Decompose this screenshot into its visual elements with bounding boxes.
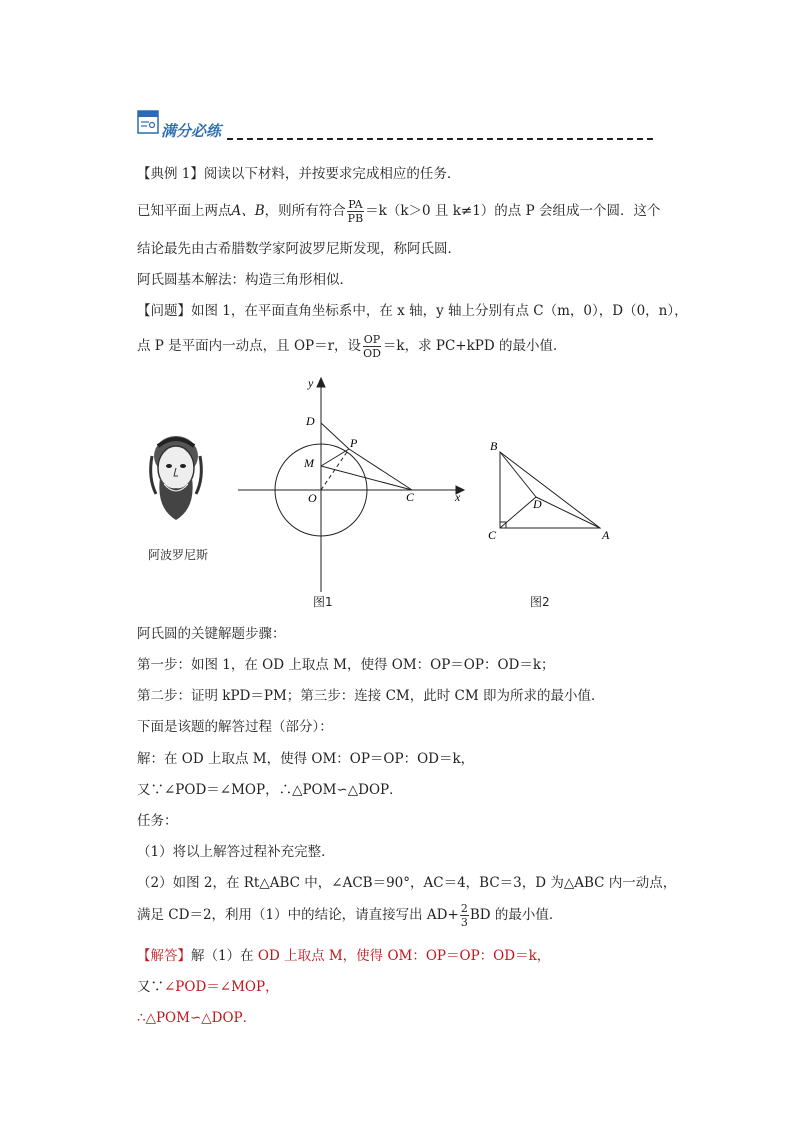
label-o: O (308, 491, 317, 505)
portrait-image (138, 428, 214, 538)
example-intro: 【典例 1】阅读以下材料，并按要求完成相应的任务． (137, 166, 461, 182)
example-para-2: 结论最先由古希腊数学家阿波罗尼斯发现，称阿氏圆． (137, 241, 461, 257)
fraction-pa-pb: $\frac{PA}{PB}$ (347, 198, 364, 225)
segment-bd (500, 452, 536, 497)
task-2: （2）如图 2，在 Rt△ABC 中，∠ACB＝90°，AC＝4，BC＝3，D 为△ABC 内一动点， (137, 875, 677, 891)
section-title: 满分必练 (161, 122, 222, 140)
answer-line-1: 【解答】解（1）在 OD 上取点 M，使得 OM：OP＝OP：OD＝k， (137, 948, 551, 964)
label-a: A (602, 528, 610, 542)
segment-ad (536, 497, 600, 528)
solution-line-2: 又∵∠POD＝∠MOP，∴△POM∽△DOP． (137, 782, 403, 798)
answer-line-2: 又∵∠POD＝∠MOP， (137, 979, 279, 995)
solution-line-1: 解：在 OD 上取点 M，使得 OM：OP＝OP：OD＝k， (137, 751, 475, 767)
step-2: 第二步：证明 kPD＝PM；第三步：连接 CM，此时 CM 即为所求的最小值． (137, 688, 605, 704)
label-p: P (350, 436, 358, 450)
segment-cd (500, 497, 536, 528)
label-m: M (304, 456, 314, 470)
figure-2 (484, 436, 624, 546)
example-tag: 【典例 1】 (137, 166, 204, 182)
figure-1 (236, 370, 476, 595)
task-title: 任务： (137, 813, 178, 829)
solution-intro: 下面是该题的解答过程（部分）： (137, 719, 333, 735)
example-para-3: 阿氏圆基本解法：构造三角形相似． (137, 272, 353, 288)
figure-1-caption: 图1 (313, 595, 333, 609)
label-c: C (406, 490, 415, 504)
portrait-caption: 阿波罗尼斯 (148, 548, 209, 562)
segment-dp (321, 423, 349, 449)
segment-mp (321, 449, 349, 466)
figure-2-caption: 图2 (530, 595, 550, 609)
fraction-two-thirds: $\frac{2}{3}$ (460, 902, 468, 929)
label-y: y (308, 376, 314, 390)
fraction-op-od: $\frac{OP}{OD}$ (363, 333, 381, 360)
triangle-abc (500, 452, 600, 528)
label-c2: C (488, 528, 497, 542)
answer-line-3: ∴△POM∽△DOP． (137, 1010, 257, 1026)
task-1: （1）将以上解答过程补充完整． (137, 844, 335, 860)
label-x: x (455, 490, 461, 504)
label-d: D (306, 414, 315, 428)
section-header (137, 110, 657, 144)
segment-op (321, 449, 349, 490)
segment-pc (349, 449, 412, 490)
step-1: 第一步：如图 1，在 OD 上取点 M，使得 OM：OP＝OP：OD＝k； (137, 657, 555, 673)
header-divider (227, 138, 653, 140)
label-d2: D (533, 497, 542, 511)
document-icon (137, 110, 159, 134)
y-axis-arrow (317, 378, 325, 387)
steps-title: 阿氏圆的关键解题步骤： (137, 626, 286, 642)
task-2-cont: 满足 CD＝2，利用（1）中的结论，请直接写出 AD+ $\frac{2}{3}$ BD 的最小值． (137, 902, 563, 929)
example-para-5: 点 P 是平面内一动点，且 OP＝r，设 $\frac{OP}{OD}$ ＝k，求 PC+kPD 的最小值． (137, 333, 567, 360)
example-para-4: 【问题】如图 1，在平面直角坐标系中，在 x 轴，y 轴上分别有点 C（m，0），D（0，n）， (137, 303, 688, 319)
example-para-1: 已知平面上两点A、B，则所有符合 $\frac{PA}{PB}$ ＝k（k＞0 且 k≠1）的点 P 会组成一个圆．这个 (137, 198, 661, 225)
answer-tag: 【解答】 (137, 948, 191, 964)
label-b: B (490, 439, 498, 453)
